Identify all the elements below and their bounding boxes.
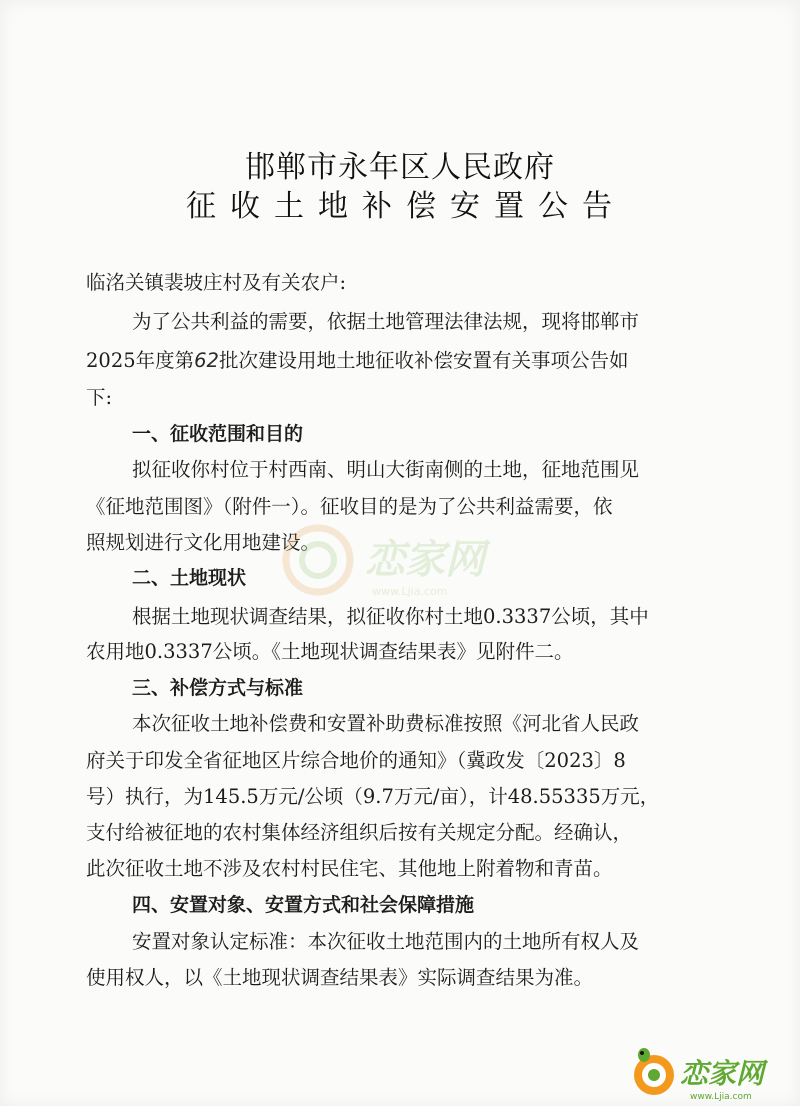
intro-line-3: 下:: [86, 386, 113, 409]
snail-eye: [640, 1051, 644, 1055]
watermark-snail-spiral: [302, 544, 334, 576]
intro-line-2-prefix: 2025年度第: [86, 349, 195, 372]
snail-head: [638, 1048, 650, 1062]
section-heading: 四、安置对象、安置方式和社会保障措施: [132, 894, 475, 916]
document-title: 征收土地补偿安置公告: [186, 189, 626, 224]
section-line: 农用地0.3337公顷。《土地现状调查结果表》见附件二。: [86, 640, 574, 663]
watermark-snail-icon: [286, 528, 350, 592]
intro-line-1: 为了公共利益的需要，依据土地管理法律法规，现将邯郸市: [132, 310, 640, 333]
logo-text: 恋家网: [680, 1057, 765, 1090]
section-line: 支付给被征地的农村集体经济组织后按有关规定分配。经确认，: [86, 821, 633, 844]
logo-url: www.Ljia.com: [690, 1092, 752, 1102]
site-logo: [628, 1043, 788, 1103]
section-heading: 三、补偿方式与标准: [132, 677, 304, 699]
salutation: 临洺关镇裴坡庄村及有关农户:: [86, 271, 347, 294]
section-line: 照规划进行文化用地建设。: [86, 531, 321, 554]
section-heading: 一、征收范围和目的: [132, 423, 304, 445]
watermark-url: www.Ljia.com: [372, 585, 448, 598]
section-line: 安置对象认定标准：本次征收土地范围内的土地所有权人及: [132, 930, 640, 953]
document-title-issuer: 邯郸市永年区人民政府: [245, 150, 555, 185]
watermark-logo: [280, 515, 540, 605]
section-line: 拟征收你村位于村西南、明山大街南侧的土地，征地范围见: [132, 458, 640, 481]
batch-number-handwritten: 62: [194, 349, 219, 372]
watermark-text: 恋家网: [365, 537, 485, 583]
section-line: 根据土地现状调查结果，拟征收你村土地0.3337公顷，其中: [132, 605, 649, 628]
snail-shell-core: [648, 1069, 660, 1081]
section-line: 使用权人，以《土地现状调查结果表》实际调查结果为准。: [86, 966, 594, 989]
section-line: 《征地范围图》（附件一）。征收目的是为了公共利益需要，依: [86, 495, 613, 518]
section-line: 本次征收土地补偿费和安置补助费标准按照《河北省人民政: [132, 712, 640, 735]
section-line: 府关于印发全省征地区片综合地价的通知》（冀政发〔2023〕8: [86, 749, 626, 772]
intro-line-2: [86, 347, 628, 375]
section-line: 此次征收土地不涉及农村村民住宅、其他地上附着物和青苗。: [86, 857, 613, 880]
section-line: 号）执行，为145.5万元/公顷（9.7万元/亩），计48.55335万元，: [86, 785, 660, 808]
section-heading: 二、土地现状: [132, 567, 247, 589]
intro-line-2-suffix: 批次建设用地土地征收补偿安置有关事项公告如: [218, 349, 629, 372]
